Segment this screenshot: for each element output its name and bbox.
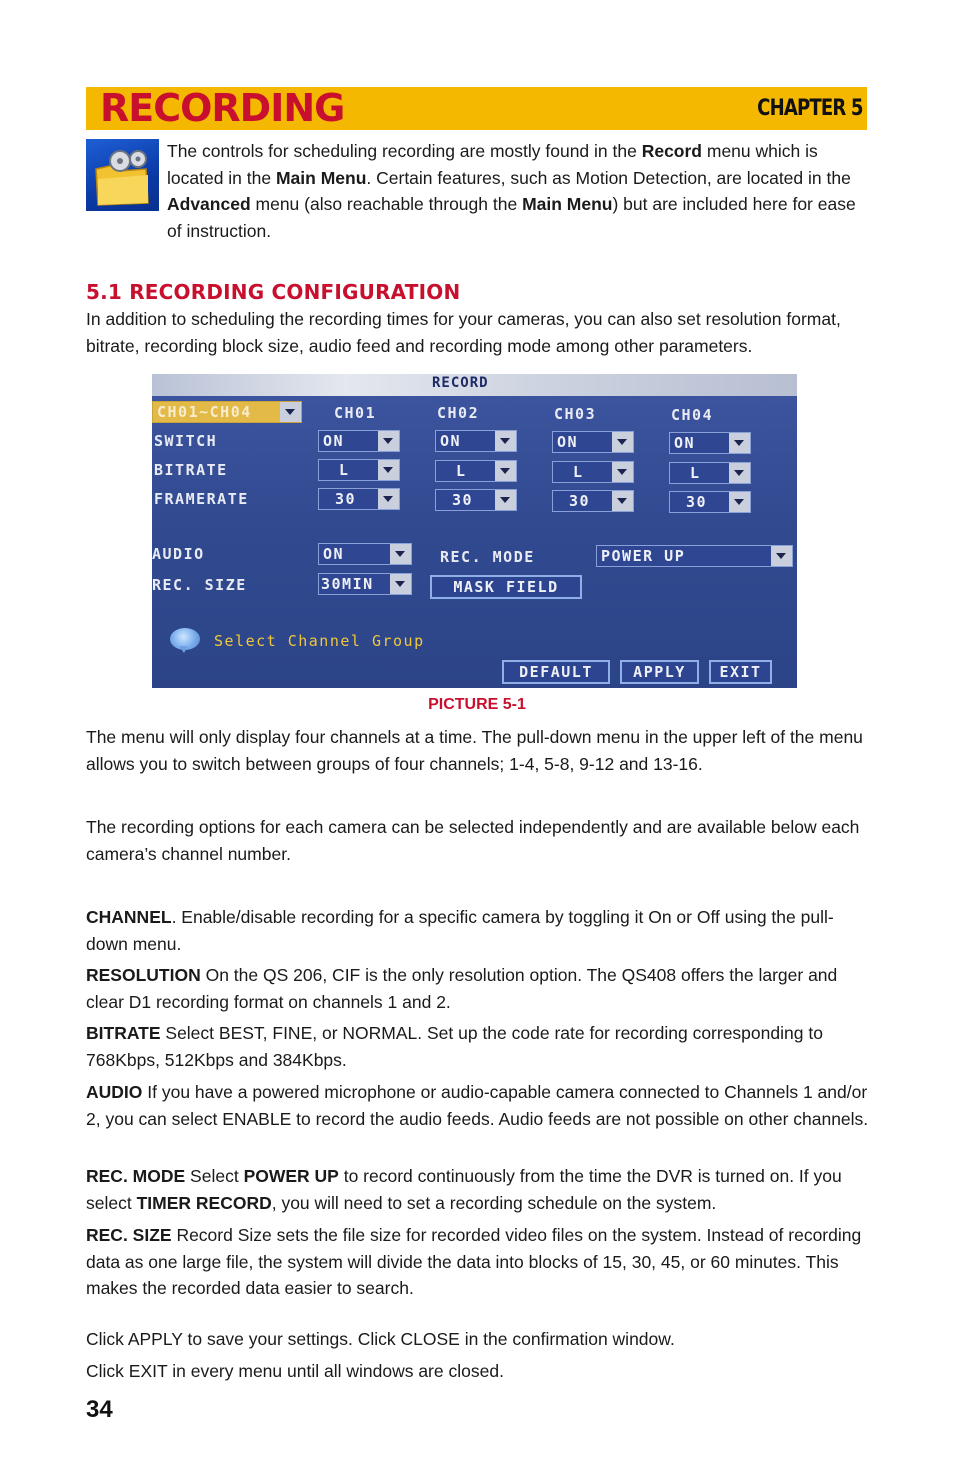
info-bubble-icon [170,628,200,650]
record-menu-screenshot [152,374,797,688]
chevron-down-icon [495,431,516,451]
chevron-down-icon [612,462,633,482]
bitrate-dropdown-ch01[interactable]: L [318,459,400,481]
chevron-down-icon [495,461,516,481]
menu-paragraph: The menu will only display four channels at a time. The pull-down menu in the upper left of the menu allows you to switch between groups of four channels; 1-4, 5-8, 9-12 and 13-16. [86,727,863,774]
record-folder-icon [86,139,159,211]
framerate-dropdown-ch04[interactable]: 30 [669,491,751,513]
menu-title: RECORD [432,375,489,391]
definition-resolution: RESOLUTION On the QS 206, CIF is the only resolution option. The QS408 offers the larger and clear D1 recording format on channels 1 and 2. [86,965,838,1012]
rec-size-dropdown[interactable]: 30MIN [318,573,412,595]
switch-dropdown-ch01[interactable]: ON [318,430,400,452]
definition-channel: CHANNEL. Enable/disable recording for a specific camera by toggling it On or Off using the pull-down menu. [86,907,834,954]
apply-button[interactable]: APPLY [620,660,699,684]
intro-paragraph: The controls for scheduling recording are mostly found in the Record menu which is located in the Main Menu. Certain features, such as Motion Detection, are located in the Advanced menu (also reachable through the Main Menu) but are included here for ease of instruction. [167,141,856,241]
mask-field-button[interactable]: MASK FIELD [430,575,582,599]
chevron-down-icon [378,431,399,451]
switch-dropdown-ch03[interactable]: ON [552,431,634,453]
framerate-dropdown-ch03[interactable]: 30 [552,490,634,512]
framerate-label: FRAMERATE [154,490,249,508]
bitrate-dropdown-ch03[interactable]: L [552,461,634,483]
channel-header: CH02 [437,404,480,422]
rec-mode-dropdown[interactable]: POWER UP [596,545,793,567]
chevron-down-icon [378,489,399,509]
channel-header: CH03 [554,405,597,423]
chevron-down-icon [378,460,399,480]
section-heading: 5.1 RECORDING CONFIGURATION [86,280,461,304]
chevron-down-icon [729,463,750,483]
bitrate-dropdown-ch02[interactable]: L [435,460,517,482]
page-title: RECORDING [100,86,345,130]
chevron-down-icon [612,432,633,452]
bitrate-dropdown-ch04[interactable]: L [669,462,751,484]
channel-group-dropdown[interactable]: CH01~CH04 [152,401,302,423]
switch-dropdown-ch04[interactable]: ON [669,432,751,454]
channel-header: CH04 [671,406,714,424]
figure-caption: PICTURE 5-1 [428,696,526,713]
rec-size-label: REC. SIZE [152,576,247,594]
exit-button[interactable]: EXIT [709,660,772,684]
page-number: 34 [86,1396,113,1423]
chevron-down-icon [280,402,301,422]
options-paragraph: The recording options for each camera can be selected independently and are available below each camera’s channel number. [86,817,860,864]
bitrate-label: BITRATE [154,461,228,479]
closing-apply-paragraph: Click APPLY to save your settings. Click CLOSE in the confirmation window. [86,1329,675,1349]
chevron-down-icon [390,574,411,594]
section-lead-paragraph: In addition to scheduling the recording times for your cameras, you can also set resolution format, bitrate, recording block size, audio feed and recording mode among other parameters. [86,309,841,356]
chevron-down-icon [771,546,792,566]
definition-audio: AUDIO If you have a powered microphone or audio-capable camera connected to Channels 1 and/or 2, you can select ENABLE to record the audio feeds. Audio feeds are not possible on other channels. [86,1082,869,1129]
chapter-label: CHAPTER 5 [757,96,863,121]
switch-label: SWITCH [154,432,218,450]
hint-text: Select Channel Group [214,632,425,650]
definition-rec-size: REC. SIZE Record Size sets the file size for recorded video files on the system. Instead of recording data as one large file, the system will divide the data into blocks of 15, 30, 45, or 60 minutes. This makes the recorded data easier to search. [86,1225,862,1298]
rec-mode-label: REC. MODE [440,548,535,566]
menu-title-bar [152,374,797,396]
chapter-banner [86,87,867,130]
channel-header: CH01 [334,404,377,422]
framerate-dropdown-ch01[interactable]: 30 [318,488,400,510]
chevron-down-icon [495,490,516,510]
chevron-down-icon [390,544,411,564]
definition-bitrate: BITRATE Select BEST, FINE, or NORMAL. Set up the code rate for recording corresponding to 768Kbps, 512Kbps and 384Kbps. [86,1023,823,1070]
chevron-down-icon [612,491,633,511]
chevron-down-icon [729,433,750,453]
audio-dropdown[interactable]: ON [318,543,412,565]
framerate-dropdown-ch02[interactable]: 30 [435,489,517,511]
closing-exit-paragraph: Click EXIT in every menu until all windows are closed. [86,1361,504,1381]
audio-label: AUDIO [152,545,205,563]
default-button[interactable]: DEFAULT [502,660,610,684]
chevron-down-icon [729,492,750,512]
definition-rec-mode: REC. MODE Select POWER UP to record continuously from the time the DVR is turned on. If you select TIMER RECORD, you will need to set a recording schedule on the system. [86,1166,842,1213]
switch-dropdown-ch02[interactable]: ON [435,430,517,452]
